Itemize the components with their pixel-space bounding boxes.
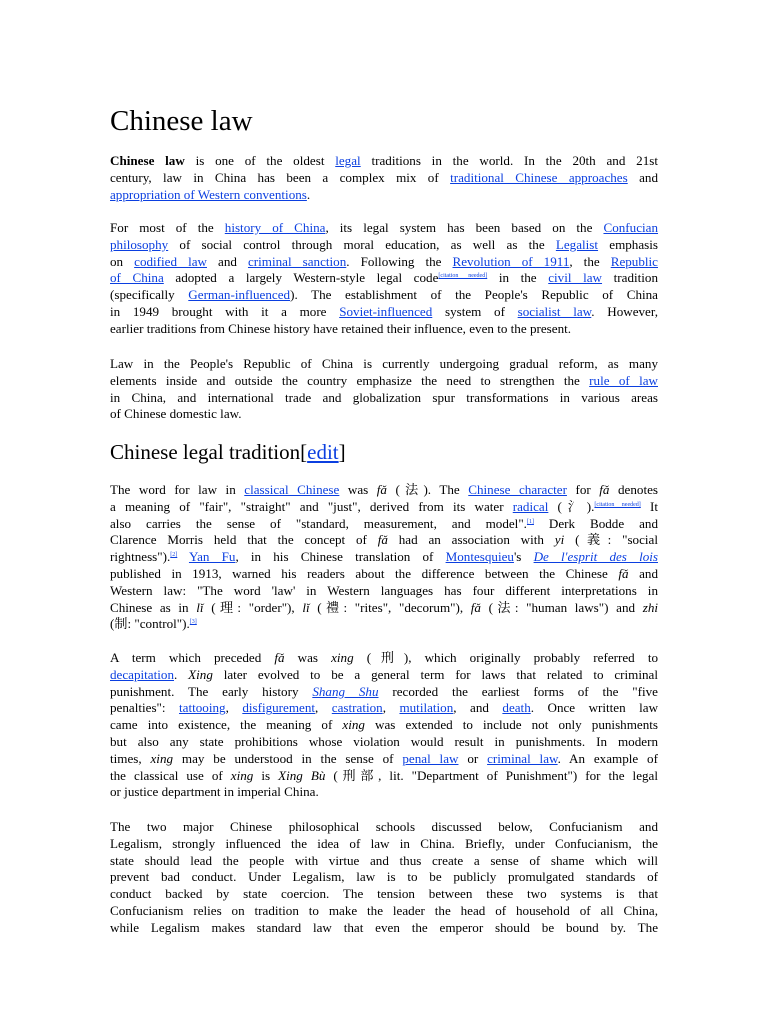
italic-term: xing [230, 767, 254, 783]
word-for-law-paragraph [110, 482, 658, 633]
text-run: , [225, 700, 243, 716]
text-line [110, 667, 658, 684]
link-german-influenced[interactable]: German-influenced [188, 287, 291, 303]
text-run: denotes [609, 482, 658, 497]
text-run: (理: "order"), [203, 599, 303, 615]
link-criminal-sanction[interactable]: criminal sanction [247, 253, 347, 269]
text-run: conduct backed by state coercion. The tension between these two systems is that [110, 886, 658, 902]
citation-3-link[interactable]: [3] [189, 619, 197, 626]
text-line [110, 482, 658, 499]
link-soviet-influenced[interactable]: Soviet-influenced [339, 303, 433, 319]
text-line [110, 869, 658, 886]
text-run: , and [453, 700, 503, 716]
text-run: penalties": [110, 700, 179, 716]
text-run: prevent bad conduct. Under Legalism, law is to be publicly promulgated standards of [110, 869, 658, 885]
text-line [110, 886, 658, 903]
text-run: of social control through moral education, as well as the [168, 236, 556, 252]
link-confucian-philosophy[interactable]: Confucian [603, 220, 659, 235]
text-run: (禮: "rites", "decorum"), [309, 599, 471, 615]
text-run: , in his Chinese translation of [235, 549, 446, 565]
text-line [110, 920, 658, 937]
text-run: the classical use of [110, 767, 231, 783]
text-line [110, 819, 658, 836]
text-line [110, 684, 658, 701]
text-run: , [315, 700, 332, 716]
text-line [110, 390, 658, 407]
text-run: , [382, 700, 400, 716]
text-run: A term which preceded [110, 650, 275, 665]
history-paragraph [110, 220, 658, 338]
text-run: in 1949 brought with it a more [110, 303, 340, 319]
text-run: recorded the earliest forms of the "five [378, 683, 658, 699]
text-run: is [253, 767, 279, 783]
citation-1-link[interactable]: [1] [526, 518, 534, 525]
edit-link[interactable]: edit [307, 440, 339, 464]
link-castration[interactable]: castration [331, 700, 383, 716]
link-radical[interactable]: radical [512, 498, 549, 514]
link-traditional-chinese-approaches[interactable]: traditional Chinese approaches [450, 169, 628, 185]
text-run: also carries the sense of "standard, measurement, and model". [110, 515, 527, 531]
text-run: rightness"). [110, 549, 171, 565]
text-run: had an association with [387, 532, 555, 548]
text-run: a meaning of "fair", "straight" and "just", derived from its water [110, 498, 513, 514]
intro-paragraph [110, 153, 658, 203]
text-run: . An example of [557, 750, 658, 766]
link-republic-of-china[interactable]: of China [110, 270, 164, 286]
text-run: on [110, 253, 135, 269]
text-run: punishment. The early history [110, 683, 313, 699]
text-line [110, 170, 658, 187]
text-line [110, 321, 658, 338]
text-run: The word for law in [110, 482, 245, 497]
text-line [110, 549, 658, 566]
text-line [110, 700, 658, 717]
text-line [110, 287, 658, 304]
text-line [110, 187, 658, 204]
text-run: while Legalism makes standard law that even the emperor should be bound by. The [110, 919, 658, 935]
italic-term: fǎ [274, 650, 285, 665]
link-republic-of-china[interactable]: Republic [610, 253, 658, 269]
text-line [110, 220, 658, 237]
link-shang-shu[interactable]: Shang Shu [312, 683, 379, 699]
text-run: (刑部, lit. "Department of Punishment") for the legal [325, 767, 658, 783]
text-run: in the [487, 270, 549, 286]
text-run: and [628, 565, 658, 581]
link-socialist-law[interactable]: socialist law [517, 303, 592, 319]
link-decapitation[interactable]: decapitation [110, 666, 174, 682]
text-line [110, 616, 658, 633]
section-heading [110, 437, 346, 467]
text-run: Confucianism relies on tradition to make the leader the head of household of all China, [110, 902, 658, 918]
text-run: century, law in China has been a complex mix of [110, 169, 451, 185]
link-legalist[interactable]: Legalist [555, 236, 599, 252]
italic-term: lǐ [302, 599, 310, 615]
edit-bracket-close: ] [338, 440, 346, 464]
text-run: Clarence Morris held that the concept of [110, 532, 378, 548]
text-run: for [566, 482, 600, 497]
text-run: Western law: "The word 'law' in Western languages has four different interpretations in [110, 582, 658, 598]
text-run: published in 1913, warned his readers about the difference between the Chinese [110, 565, 619, 581]
link-de-lesprit-des-lois[interactable]: De l'esprit des lois [533, 549, 658, 565]
text-run: or justice department in imperial China. [110, 784, 319, 800]
text-run: (刑), which originally probably referred to [353, 650, 659, 665]
link-history-of-china[interactable]: history of China [224, 220, 326, 235]
text-run: but also any state prohibitions whose violation would result in punishments. In modern [110, 733, 658, 749]
text-run: state should lead the people with virtue and thus create a sense of shame which will [110, 852, 658, 868]
text-run: . However, [591, 303, 658, 319]
text-run: of Chinese domestic law. [110, 406, 242, 422]
text-run: (法: "human laws") and [480, 599, 643, 615]
text-line [110, 903, 658, 920]
link-yan-fu[interactable]: Yan Fu [188, 549, 236, 565]
citation-needed-link[interactable]: [citation needed] [594, 501, 641, 508]
text-run: times, [110, 750, 151, 766]
text-line [110, 516, 658, 533]
italic-term: xing [342, 717, 365, 733]
text-run: in China, and international trade and globalization spur transformations in various areas [110, 389, 658, 405]
text-run: Derk Bodde and [533, 515, 658, 531]
text-line [110, 356, 658, 373]
text-run: was extended to include not only punishments [364, 717, 658, 733]
italic-term: xing [150, 750, 174, 766]
xing-paragraph [110, 650, 658, 801]
text-run: earlier traditions from Chinese history have retained their influence, even to the present. [110, 320, 572, 336]
text-run: (法). The [386, 482, 469, 497]
text-run: Legalism, strongly influenced the idea of law in China. Briefly, under Confucianism, the [110, 835, 658, 851]
text-run: It [640, 498, 658, 514]
text-run: (specifically [110, 287, 189, 303]
text-run: . Following the [346, 253, 453, 269]
text-run: system of [432, 303, 518, 319]
text-line [110, 406, 658, 423]
italic-term: xing [331, 650, 354, 665]
link-codified-law[interactable]: codified law [134, 253, 207, 269]
text-run: For most of the [110, 220, 225, 235]
link-chinese-character[interactable]: Chinese character [468, 482, 567, 497]
text-run: , the [569, 253, 611, 269]
italic-term: zhi [642, 599, 658, 615]
text-line [110, 600, 658, 617]
link-tattooing[interactable]: tattooing [179, 700, 226, 716]
italic-term: Xing Bù [278, 767, 326, 783]
text-line [110, 254, 658, 271]
link-confucian-philosophy[interactable]: philosophy [110, 236, 169, 252]
text-run: came into existence, the meaning of [110, 717, 343, 733]
text-line [110, 768, 658, 785]
text-run: may be understood in the sense of [173, 750, 403, 766]
link-revolution-of-1911[interactable]: Revolution of 1911 [452, 253, 570, 269]
text-line [110, 650, 658, 667]
italic-term: fǎ [470, 599, 481, 615]
text-line [110, 836, 658, 853]
italic-term: fǎ [618, 565, 629, 581]
link-penal-law[interactable]: penal law [402, 750, 459, 766]
text-line [110, 784, 658, 801]
italic-term: fǎ [376, 482, 387, 497]
link-montesquieu[interactable]: Montesquieu [445, 549, 514, 565]
text-run: , its legal system has been based on the [325, 220, 604, 235]
text-line [110, 532, 658, 549]
text-run: ). The establishment of the People's Republic of China [290, 287, 658, 303]
citation-needed-link[interactable]: [citation needed] [438, 273, 488, 280]
text-run: emphasis [598, 236, 658, 252]
link-appropriation-of-western-conventions[interactable]: appropriation of Western conventions [110, 186, 307, 202]
text-line [110, 373, 658, 390]
italic-term: lǐ [196, 599, 204, 615]
text-run: was [284, 650, 332, 665]
citation-2-link[interactable]: [2] [170, 552, 178, 559]
link-civil-law[interactable]: civil law [548, 270, 603, 286]
link-death[interactable]: death [502, 700, 531, 716]
link-legal[interactable]: legal [335, 153, 361, 168]
bold-term: Chinese law [110, 153, 185, 168]
edit-bracket-open: [ [300, 440, 308, 464]
italic-term: Xing [188, 666, 213, 682]
text-run: Law in the People's Republic of China is currently undergoing gradual reform, as many [110, 356, 658, 371]
text-line [110, 566, 658, 583]
text-line [110, 853, 658, 870]
text-line [110, 270, 658, 287]
text-run: traditions in the world. In the 20th and 21st [360, 153, 658, 168]
text-run: and [627, 169, 658, 185]
text-run: . [174, 666, 189, 682]
text-line [110, 499, 658, 516]
page-title: Chinese law [110, 105, 253, 137]
text-line [110, 304, 658, 321]
text-run: elements inside and outside the country emphasize the need to strengthen the [110, 372, 590, 388]
text-run: or [458, 750, 488, 766]
text-run: . [306, 186, 311, 202]
text-run: (制: "control"). [110, 616, 190, 632]
text-run [177, 549, 189, 564]
text-run: The two major Chinese philosophical schools discussed below, Confucianism and [110, 819, 658, 834]
text-run: (氵). [548, 498, 595, 514]
italic-term: fǎ [599, 482, 610, 497]
section-title: Chinese legal tradition [110, 440, 301, 464]
text-line [110, 751, 658, 768]
text-line [110, 583, 658, 600]
link-classical-chinese[interactable]: classical Chinese [244, 482, 340, 497]
text-run: adopted a largely Western-style legal code [163, 270, 439, 286]
text-run: Chinese as in [110, 599, 197, 615]
text-run: and [206, 253, 248, 269]
text-line [110, 153, 658, 170]
link-disfigurement[interactable]: disfigurement [242, 700, 316, 716]
text-run: was [339, 482, 377, 497]
link-mutilation[interactable]: mutilation [399, 700, 454, 716]
text-run: . Once written law [530, 700, 659, 716]
text-run: tradition [602, 270, 659, 286]
reform-paragraph [110, 356, 658, 423]
italic-term: yi [554, 532, 565, 548]
italic-term: fǎ [377, 532, 388, 548]
text-line [110, 734, 658, 751]
text-run: later evolved to be a general term for laws that related to criminal [212, 666, 658, 682]
text-run: is one of the oldest [184, 153, 336, 168]
text-line [110, 717, 658, 734]
text-run: 's [513, 549, 534, 565]
link-rule-of-law[interactable]: rule of law [589, 372, 658, 388]
text-run: (義: "social [564, 532, 658, 548]
schools-paragraph [110, 819, 658, 937]
link-criminal-law[interactable]: criminal law [487, 750, 558, 766]
text-line [110, 237, 658, 254]
